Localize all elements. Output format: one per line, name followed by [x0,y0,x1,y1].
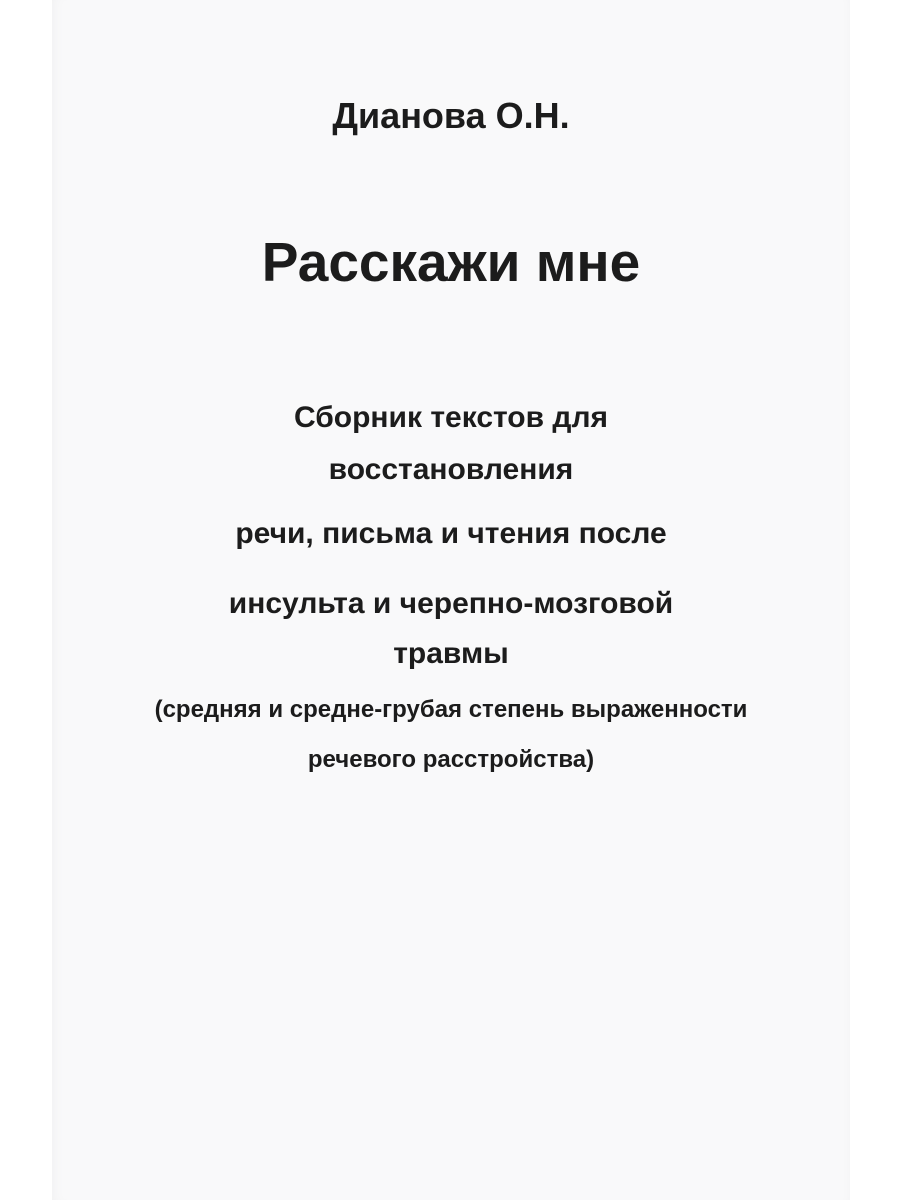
note-line: речевого расстройства) [307,746,595,773]
note-line: (средняя и средне-грубая степень выраженности [154,696,748,723]
book-title: Расскажи мне [261,231,641,293]
subtitle-line: травмы [393,637,509,670]
author-name: Дианова О.Н. [332,95,570,136]
subtitle-line: речи, письма и чтения после [235,517,667,550]
subtitle-line: инсульта и черепно-мозговой [228,587,674,620]
subtitle-line: Сборник текстов для [293,401,609,434]
subtitle-line: восстановления [328,453,574,486]
